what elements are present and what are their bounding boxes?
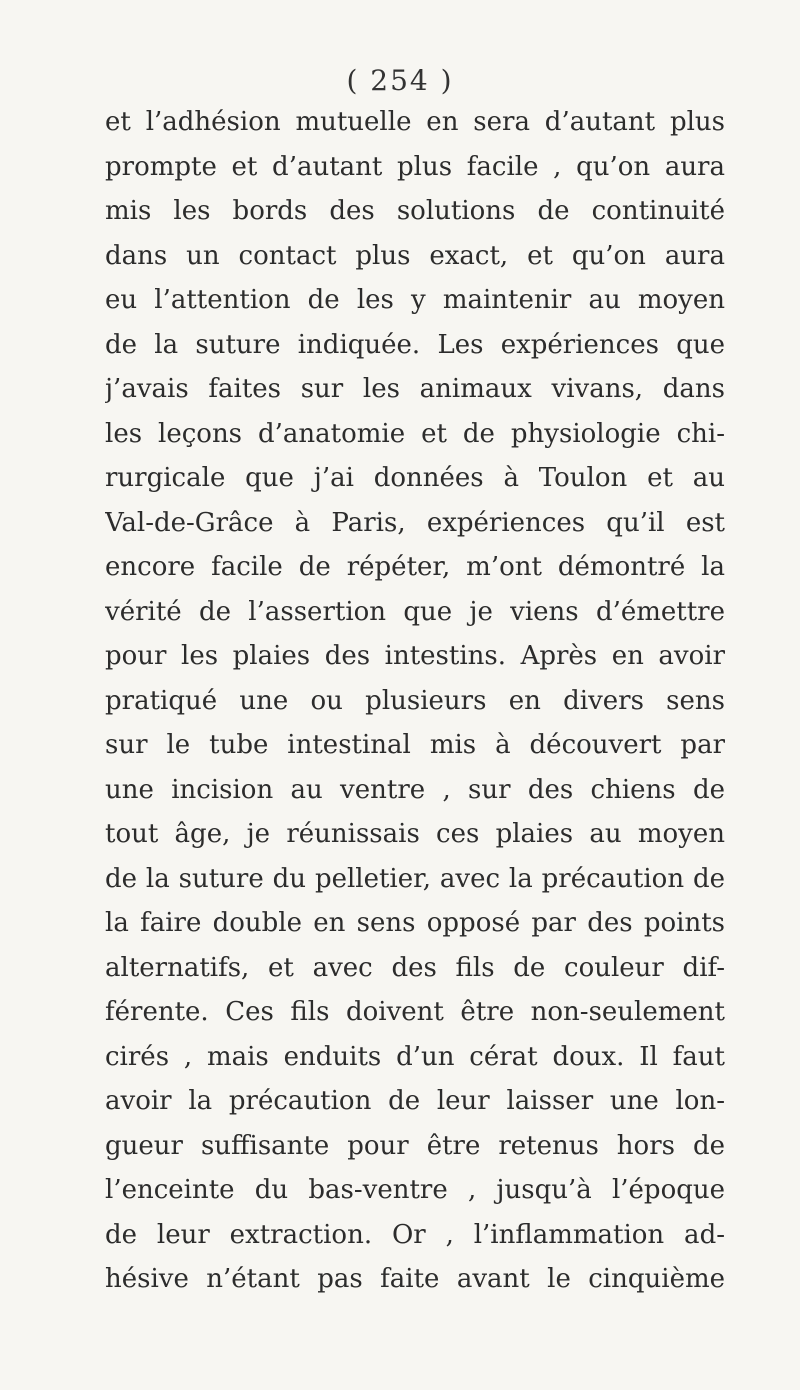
text-line: une incision au ventre , sur des chiens de: [105, 774, 725, 805]
text-line: j’avais faites sur les animaux vivans, dans: [105, 374, 725, 404]
text-line: eu l’attention de les y maintenir au moyen: [105, 285, 725, 315]
text-line: de la suture du pelletier, avec la précaution de: [105, 863, 725, 894]
text-line: encore facile de répéter, m’ont démontré la: [105, 552, 725, 582]
text-line: la faire double en sens opposé par des points: [105, 908, 725, 938]
text-line: gueur suffisante pour être retenus hors de: [105, 1130, 725, 1161]
text-line: Val-de-Grâce à Paris, expériences qu’il est: [105, 507, 725, 538]
text-line: mis les bords des solutions de continuité: [105, 196, 725, 226]
text-line: avoir la précaution de leur laisser une lon-: [105, 1086, 725, 1116]
text-line: pratiqué une ou plusieurs en divers sens: [105, 685, 725, 716]
text-line: de la suture indiquée. Les expériences que: [105, 329, 725, 360]
text-line: rurgicale que j’ai données à Toulon et au: [105, 463, 725, 493]
text-line: dans un contact plus exact, et qu’on aura: [105, 240, 725, 271]
text-line: férente. Ces fils doivent être non-seulement: [105, 997, 725, 1027]
text-line: les leçons d’anatomie et de physiologie chi-: [105, 418, 725, 449]
text-line: tout âge, je réunissais ces plaies au moyen: [105, 819, 725, 849]
text-line: et l’adhésion mutuelle en sera d’autant plus: [105, 107, 725, 137]
text-line: de leur extraction. Or , l’inflammation ad-: [105, 1219, 725, 1250]
text-line: vérité de l’assertion que je viens d’émettre: [105, 596, 725, 627]
body-text: [105, 100, 725, 1302]
text-line: alternatifs, et avec des fils de couleur dif-: [105, 952, 725, 983]
text-line: l’enceinte du bas-ventre , jusqu’à l’époque: [105, 1175, 725, 1205]
text-line: hésive n’étant pas faite avant le cinquième: [105, 1264, 725, 1294]
page-number: ( 254 ): [346, 64, 454, 97]
text-line: pour les plaies des intestins. Après en avoir: [105, 641, 725, 671]
text-line: prompte et d’autant plus facile , qu’on aura: [105, 151, 725, 182]
text-line: cirés , mais enduits d’un cérat doux. Il faut: [105, 1041, 725, 1072]
text-line: sur le tube intestinal mis à découvert par: [105, 730, 725, 760]
